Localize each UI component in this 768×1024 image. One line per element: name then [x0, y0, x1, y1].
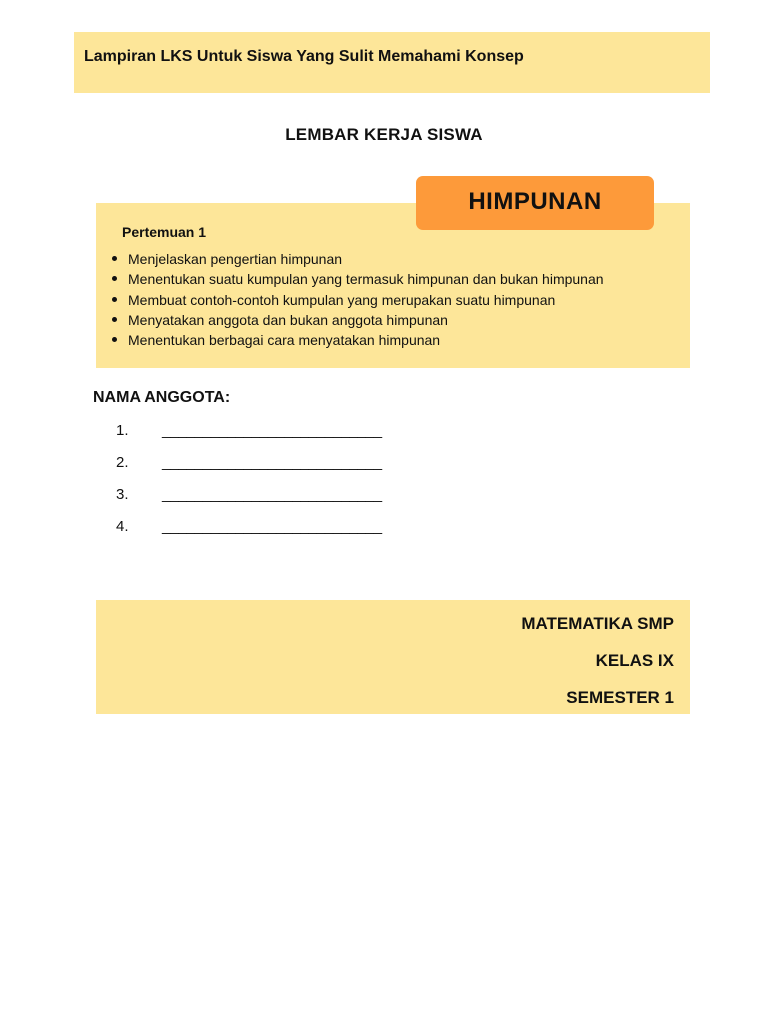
semester: SEMESTER 1: [566, 688, 674, 707]
list-item: [110, 249, 604, 269]
bullet-icon: [112, 276, 117, 281]
objectives-list: [110, 249, 604, 350]
subject-name: MATEMATIKA SMP: [521, 614, 674, 633]
members-label: NAMA ANGGOTA:: [93, 389, 231, 406]
topic-tab: [416, 176, 654, 230]
member-number: 1.: [116, 422, 129, 439]
member-number: 4.: [116, 518, 129, 535]
objective-text: Membuat contoh-contoh kumpulan yang merupakan suatu himpunan: [128, 291, 556, 308]
list-item: [110, 310, 604, 330]
objective-text: Menyatakan anggota dan bukan anggota himpunan: [128, 311, 448, 328]
list-item: [110, 330, 604, 350]
bullet-icon: [112, 337, 117, 342]
objective-text: Menentukan berbagai cara menyatakan himpunan: [128, 332, 441, 349]
list-item: [110, 269, 604, 289]
subject-box: [96, 600, 690, 714]
list-item: [110, 290, 604, 310]
objective-text: Menentukan suatu kumpulan yang termasuk himpunan dan bukan himpunan: [128, 271, 604, 288]
bullet-icon: [112, 256, 117, 261]
objective-text: Menjelaskan pengertian himpunan: [128, 251, 343, 267]
member-row: [0, 452, 768, 474]
class-level: KELAS IX: [595, 651, 674, 670]
member-row: [0, 420, 768, 442]
header-text: Lampiran LKS Untuk Siswa Yang Sulit Memahami Konsep: [84, 48, 524, 65]
member-name-blank: ___________________________: [162, 422, 382, 439]
member-name-blank: ___________________________: [162, 518, 382, 535]
meeting-label: Pertemuan 1: [122, 224, 207, 240]
member-number: 3.: [116, 486, 129, 503]
member-name-blank: ___________________________: [162, 486, 382, 503]
worksheet-title: LEMBAR KERJA SISWA: [285, 125, 483, 144]
bullet-icon: [112, 297, 117, 302]
member-number: 2.: [116, 454, 129, 471]
member-row: [0, 484, 768, 506]
topic-label: HIMPUNAN: [468, 188, 602, 215]
header-band: [74, 32, 710, 93]
member-name-blank: ___________________________: [162, 454, 382, 471]
member-row: [0, 516, 768, 538]
bullet-icon: [112, 317, 117, 322]
